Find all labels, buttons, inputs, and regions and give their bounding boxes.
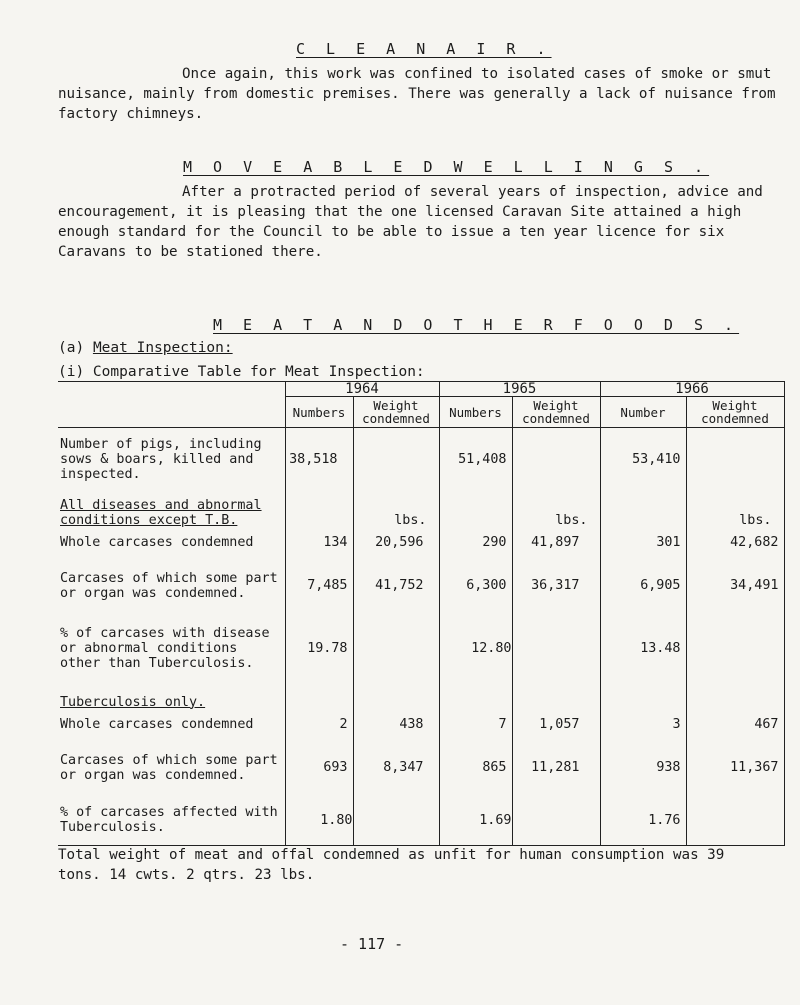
- cell-value: 41,752: [353, 558, 439, 614]
- cell-value: 1,057: [512, 710, 600, 740]
- cell-value: 41,897: [512, 528, 600, 558]
- col-header-weight: Weight condemned: [353, 397, 439, 428]
- cell-value: 6,905: [600, 558, 686, 614]
- moveable-dwellings-heading: M O V E A B L E D W E L L I N G S .: [183, 158, 710, 176]
- cell-value: 938: [600, 740, 686, 796]
- table-row: [58, 614, 784, 684]
- cell-value: 438: [353, 710, 439, 740]
- table-row: [58, 492, 784, 528]
- cell-value: 1.80: [285, 796, 353, 846]
- cell-value: 3: [600, 710, 686, 740]
- row-label-pct-disease: % of carcases with disease or abnormal conditions other than Tuberculosis.: [60, 626, 270, 671]
- cell-empty: [353, 796, 439, 846]
- row-label-whole-carcases: Whole carcases condemned: [60, 717, 254, 732]
- row-label-pigs: Number of pigs, including sows & boars, killed and inspected.: [60, 437, 262, 483]
- meat-inspection-table: [58, 381, 785, 846]
- col-header-number: Number: [600, 397, 686, 428]
- cell-value: 12.80: [439, 614, 512, 684]
- cell-value: 19.78: [285, 614, 353, 684]
- cell-value: 865: [439, 740, 512, 796]
- cell-value: 134: [285, 528, 353, 558]
- cell-value: 51,408: [439, 428, 512, 492]
- cell-empty: [439, 492, 512, 528]
- cell-value: 693: [285, 740, 353, 796]
- year-header-1964: 1964: [285, 382, 439, 397]
- cell-value: 11,281: [512, 740, 600, 796]
- cell-empty: [686, 796, 784, 846]
- cell-value: 11,367: [686, 740, 784, 796]
- cell-value: 467: [686, 710, 784, 740]
- cell-value: 1.69: [439, 796, 512, 846]
- cell-value: 1.76: [600, 796, 686, 846]
- moveable-dwellings-paragraph: [58, 182, 778, 262]
- table-corner-lower: [58, 397, 285, 428]
- row-label-part-condemned: Carcases of which some part or organ was condemned.: [60, 752, 278, 783]
- meat-inspection-subheading: [58, 340, 233, 356]
- unit-lbs: lbs.: [686, 492, 784, 528]
- table-row: [58, 740, 784, 796]
- cell-value: 20,596: [353, 528, 439, 558]
- cell-empty: [512, 796, 600, 846]
- cell-empty: [353, 428, 439, 492]
- clean-air-heading: C L E A N A I R .: [296, 40, 552, 58]
- table-corner: [58, 382, 285, 397]
- table-row: [58, 428, 784, 492]
- row-label-pct-tuberculosis: % of carcases affected with Tuberculosis.: [58, 796, 285, 846]
- cell-value: 8,347: [353, 740, 439, 796]
- table-row: [58, 528, 784, 558]
- cell-value: 7,485: [285, 558, 353, 614]
- year-header-1966: 1966: [600, 382, 784, 397]
- table-row: [58, 710, 784, 740]
- meat-foods-heading: M E A T A N D O T H E R F O O D S .: [213, 316, 740, 334]
- section-label-tuberculosis: Tuberculosis only.: [60, 694, 206, 710]
- cell-value: 13.48: [600, 614, 686, 684]
- cell-value: 38,518: [285, 428, 353, 492]
- cell-value: 301: [600, 528, 686, 558]
- unit-lbs: lbs.: [512, 492, 600, 528]
- cell-value: 42,682: [686, 528, 784, 558]
- cell-empty: [512, 428, 600, 492]
- year-header-1965: 1965: [439, 382, 600, 397]
- cell-value: 2: [285, 710, 353, 740]
- page-number: - 117 -: [340, 935, 404, 953]
- clean-air-paragraph: [58, 64, 778, 124]
- section-label-all-diseases: All diseases and abnormal conditions except T.B.: [60, 497, 262, 528]
- cell-value: 290: [439, 528, 512, 558]
- cell-empty: [686, 428, 784, 492]
- col-header-weight: Weight condemned: [512, 397, 600, 428]
- cell-empty: [600, 492, 686, 528]
- cell-empty: [285, 492, 353, 528]
- sub-a-prefix: (a): [58, 340, 85, 356]
- clean-air-text: Once again, this work was confined to isolated cases of smoke or smut nuisance, mainly from domestic premises. There was generally a lack of nuisance from factory chimneys.: [58, 66, 776, 122]
- table-row: [58, 796, 784, 846]
- table-row: [58, 558, 784, 614]
- cell-empty: [512, 614, 600, 684]
- col-header-numbers: Numbers: [439, 397, 512, 428]
- comparative-table-caption: (i) Comparative Table for Meat Inspection:: [58, 364, 425, 380]
- cell-value: 34,491: [686, 558, 784, 614]
- total-weight-text: Total weight of meat and offal condemned as unfit for human consumption was 39 tons. 14 cwts. 2 qtrs. 23 lbs.: [58, 847, 725, 883]
- cell-empty: [353, 614, 439, 684]
- cell-value: 53,410: [600, 428, 686, 492]
- cell-empty: [686, 614, 784, 684]
- unit-lbs: lbs.: [353, 492, 439, 528]
- row-label-whole-carcases: Whole carcases condemned: [60, 535, 254, 550]
- sub-a-title: Meat Inspection:: [92, 340, 233, 356]
- cell-value: 36,317: [512, 558, 600, 614]
- table-row: [58, 684, 784, 710]
- cell-value: 6,300: [439, 558, 512, 614]
- row-label-part-condemned: Carcases of which some part or organ was condemned.: [60, 570, 278, 601]
- cell-value: 7: [439, 710, 512, 740]
- col-header-weight: Weight condemned: [686, 397, 784, 428]
- col-header-numbers: Numbers: [285, 397, 353, 428]
- moveable-dwellings-text: After a protracted period of several years of inspection, advice and encouragement, it is pleasing that the one licensed Caravan Site attained a high enough standard for the Council to be able to issue a ten year licence for six Caravans to be stationed there.: [58, 184, 763, 260]
